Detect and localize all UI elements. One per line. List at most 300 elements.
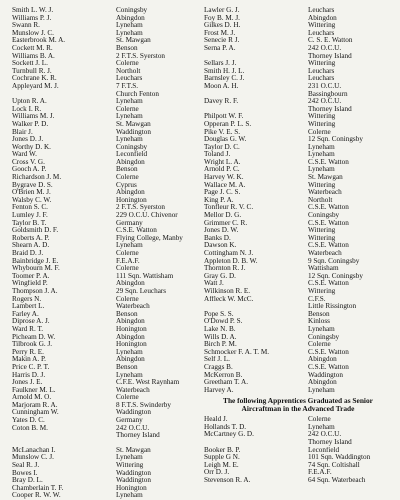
- person-name: Cross V. G.: [12, 158, 45, 166]
- list-row: [204, 447, 398, 455]
- person-name: Grimmer C. R.: [204, 219, 248, 227]
- person-name: Braid D. J.: [12, 250, 44, 257]
- person-name: Worthy D. K.: [12, 143, 51, 151]
- posting-station: Benson: [308, 310, 330, 318]
- list-row: [12, 288, 198, 296]
- posting-station: Thorney Island: [308, 105, 352, 113]
- list-row: [204, 311, 398, 319]
- posting-station: Waterbeach: [116, 386, 150, 394]
- posting-station: Thorney Island: [308, 439, 352, 447]
- list-row: [12, 212, 198, 220]
- list-row: [12, 303, 198, 311]
- posting-station: Leuchars: [116, 75, 143, 83]
- person-name: Booker B. P.: [204, 446, 241, 454]
- list-row: [12, 220, 198, 228]
- posting-station: Abingdon: [308, 379, 337, 387]
- posting-station: Abingdon: [116, 318, 145, 326]
- posting-station: Lyneham: [116, 113, 143, 121]
- posting-station: Colerne: [308, 128, 331, 136]
- person-name: Watt J.: [204, 280, 224, 288]
- posting-station: Flying College, Manby: [116, 234, 183, 242]
- list-row: [204, 113, 398, 121]
- list-row: [204, 204, 398, 212]
- posting-station: 242 O.C.U.: [308, 431, 342, 439]
- posting-station: C.S.E. Watton: [308, 363, 349, 371]
- list-row: [204, 387, 398, 395]
- posting-station: Colerne: [308, 416, 331, 424]
- posting-station: C.S.E. Watton: [308, 219, 349, 227]
- person-name: Shearn A. D.: [12, 242, 50, 250]
- posting-station: Abingdon: [116, 158, 145, 166]
- posting-station: Abingdon: [116, 14, 145, 22]
- posting-station: 242 O.C.U.: [308, 98, 342, 106]
- posting-station: Lyneham: [308, 386, 335, 394]
- posting-station: Abingdon: [308, 356, 337, 364]
- list-row: [204, 159, 398, 167]
- person-name: Harris D. J.: [12, 371, 46, 379]
- posting-station: C.S.E. Watton: [308, 242, 349, 250]
- right-list-block1: [204, 7, 398, 394]
- posting-station: Waterbeach: [116, 303, 150, 311]
- posting-station: Lyneham: [116, 136, 143, 144]
- left-list-block1: [12, 7, 198, 440]
- list-row: [204, 356, 398, 364]
- person-name: Opperan P. L. S.: [204, 120, 252, 128]
- person-name: Williams M. J.: [12, 113, 55, 121]
- list-row: [12, 372, 198, 380]
- list-row: [12, 250, 198, 258]
- person-name: Williams B. A.: [12, 52, 55, 60]
- person-name: Jones J. E.: [12, 379, 43, 387]
- person-name: Williams P. J.: [12, 14, 52, 22]
- list-row: [12, 296, 198, 304]
- list-row: [12, 417, 198, 425]
- person-name: Lock I. R.: [12, 105, 42, 113]
- right-column: [204, 7, 398, 485]
- list-row: [12, 349, 198, 357]
- list-row: [12, 60, 198, 68]
- list-row: [204, 326, 398, 334]
- person-name: Farley A.: [12, 310, 39, 318]
- posting-station: 111 Sqn. Wattisham: [116, 272, 174, 280]
- list-row: [204, 372, 398, 380]
- list-row: [12, 341, 198, 349]
- person-name: Picheam D. W.: [12, 333, 56, 341]
- person-name: Lumley J. F.: [12, 212, 48, 220]
- person-name: Easterbrook M. A.: [12, 37, 66, 45]
- person-name: Bainbridge J. E.: [12, 257, 59, 265]
- list-row: [204, 83, 398, 91]
- list-row: [204, 189, 398, 197]
- person-name: Rogers N.: [12, 295, 42, 303]
- posting-station: Honington: [116, 196, 147, 204]
- person-name: Foy B. M. J.: [204, 14, 240, 22]
- list-row: [204, 220, 398, 228]
- person-name: Wright L. A.: [204, 158, 241, 166]
- list-row: [204, 273, 398, 281]
- list-row: [12, 45, 198, 53]
- list-row: [12, 280, 198, 288]
- posting-station: C.S.E. Watton: [308, 280, 349, 288]
- list-row: [204, 349, 398, 357]
- posting-station: Abingdon: [116, 189, 145, 197]
- posting-station: Benson: [116, 166, 138, 174]
- person-name: Harvey A.: [204, 386, 234, 394]
- list-row: [204, 439, 398, 447]
- posting-station: C.S.E. Watton: [116, 227, 157, 235]
- list-row: [12, 136, 198, 144]
- posting-station: Benson: [116, 44, 138, 52]
- person-name: Lake N. B.: [204, 325, 236, 333]
- person-name: Wallace M. A.: [204, 181, 246, 189]
- person-name: Toomer P. A.: [12, 272, 50, 280]
- list-row: [204, 166, 398, 174]
- posting-station: 2 F.T.S. Syerston: [116, 52, 166, 60]
- posting-station: Germany: [116, 417, 143, 425]
- list-row: [204, 258, 398, 266]
- person-name: Tilbrook G. J.: [12, 341, 53, 349]
- person-name: Ward W.: [12, 151, 37, 159]
- list-row: [12, 387, 198, 395]
- posting-station: St. Mawgan: [308, 174, 343, 182]
- person-name: Douglas G. W.: [204, 136, 247, 144]
- posting-station: C.S.E. Watton: [308, 204, 349, 212]
- posting-station: Colerne: [116, 105, 139, 113]
- list-row: [204, 250, 398, 258]
- list-row: [12, 144, 198, 152]
- list-row: [204, 144, 398, 152]
- list-row: [204, 462, 398, 470]
- person-name: Taylor D. C.: [204, 143, 240, 151]
- posting-station: Colerne: [116, 250, 139, 257]
- posting-station: St. Mawgan: [116, 120, 151, 128]
- person-name: Sockett J. L.: [12, 60, 48, 68]
- posting-station: Bassingbourn: [308, 90, 348, 98]
- list-row: [12, 37, 198, 45]
- list-row: [12, 311, 198, 319]
- list-row: [12, 197, 198, 205]
- list-row: [204, 45, 398, 53]
- list-row: [204, 37, 398, 45]
- list-row: [204, 121, 398, 129]
- person-name: [204, 91, 308, 99]
- posting-station: Waterbeach: [308, 250, 342, 257]
- posting-station: 2 F.T.S. Syerston: [116, 204, 166, 212]
- person-name: Senecie R J.: [204, 37, 240, 45]
- left-column: [12, 7, 198, 500]
- posting-station: 242 O.C.U.: [116, 424, 150, 432]
- list-row: [12, 454, 198, 462]
- person-name: Smith H. J. L.: [204, 67, 245, 75]
- list-row: [12, 409, 198, 417]
- posting-station: Wittering: [308, 181, 336, 189]
- list-row: [204, 98, 398, 106]
- posting-station: Thorney Island: [116, 432, 160, 440]
- person-name: Toland J.: [204, 151, 231, 159]
- list-row: [12, 75, 198, 83]
- posting-station: 74 Sqn. Coltishall: [308, 461, 360, 469]
- posting-station: Waddington: [116, 469, 151, 477]
- list-row: [12, 477, 198, 485]
- list-row: [204, 454, 398, 462]
- posting-station: Thorney Island: [308, 52, 352, 60]
- person-name: Craggs B.: [204, 363, 233, 371]
- posting-station: Lyneham: [116, 242, 143, 250]
- posting-station: Leuchars: [308, 75, 335, 83]
- posting-station: Wittering: [308, 60, 336, 68]
- list-row: [204, 182, 398, 190]
- list-row: [12, 470, 198, 478]
- posting-station: Northolt: [308, 196, 333, 204]
- list-row: [12, 151, 198, 159]
- posting-station: 101 Sqn. Waddington: [308, 454, 371, 462]
- person-name: Yates D. C.: [12, 417, 45, 425]
- list-row: [204, 242, 398, 250]
- posting-station: 12 Sqn. Coningsby: [308, 272, 363, 280]
- person-name: Bray D. L.: [12, 477, 43, 485]
- person-name: McKerron B.: [204, 371, 243, 379]
- person-name: Cooper R. W. W.: [12, 492, 61, 500]
- posting-station: Lyneham: [116, 492, 143, 500]
- person-name: Orr D. J.: [204, 469, 230, 477]
- person-name: McCartney G. D.: [204, 431, 254, 439]
- person-name: Wills D. A.: [204, 333, 237, 341]
- list-row: [204, 129, 398, 137]
- person-name: Lambert L.: [12, 303, 45, 311]
- list-row: [204, 91, 398, 99]
- posting-station: Waterbeach: [308, 189, 342, 197]
- list-row: [12, 15, 198, 23]
- posting-station: Wattisham: [308, 265, 339, 273]
- posting-station: Wittering: [116, 462, 144, 470]
- posting-station: Leuchars: [308, 7, 335, 14]
- list-row: [12, 318, 198, 326]
- posting-station: Abingdon: [116, 280, 145, 288]
- posting-station: Lyneham: [116, 29, 143, 37]
- person-name: Gooch A. P.: [12, 166, 47, 174]
- person-name: Fenton S. C.: [12, 204, 48, 212]
- person-name: Perry R. E.: [12, 348, 44, 356]
- list-row: [12, 30, 198, 38]
- list-row: [204, 303, 398, 311]
- left-gap: [12, 440, 198, 447]
- list-row: [204, 469, 398, 477]
- person-name: Appleton D. B. W.: [204, 257, 258, 265]
- posting-station: Honington: [116, 341, 147, 349]
- posting-station: Honington: [116, 484, 147, 492]
- posting-station: Lyneham: [116, 454, 143, 462]
- list-row: [204, 106, 398, 114]
- list-row: [204, 212, 398, 220]
- posting-station: C.S.E. Watton: [308, 348, 349, 356]
- posting-station: Lyneham: [308, 423, 335, 431]
- list-row: [12, 394, 198, 402]
- list-row: [12, 265, 198, 273]
- list-row: [204, 136, 398, 144]
- list-row: [204, 431, 398, 439]
- posting-station: St. Mawgan: [116, 446, 151, 454]
- person-name: Ward R. T.: [12, 325, 44, 333]
- posting-station: Northolt: [116, 67, 141, 75]
- list-row: [12, 53, 198, 61]
- person-name: Cunningham W.: [12, 409, 59, 417]
- posting-station: Coningsby: [116, 143, 148, 151]
- person-name: Jones D. W.: [204, 227, 239, 235]
- posting-station: Coningsby: [116, 7, 148, 14]
- person-name: [204, 439, 308, 447]
- posting-station: Waddington: [116, 409, 151, 417]
- posting-station: F.E.A.F.: [308, 469, 332, 477]
- posting-station: 29 Sqn. Leuchars: [116, 287, 167, 295]
- person-name: Moon A. H.: [204, 82, 239, 90]
- posting-station: Abingdon: [308, 14, 337, 22]
- person-name: Appleyard M. J.: [12, 82, 59, 90]
- posting-station: Benson: [116, 363, 138, 371]
- posting-station: C.F.E. West Raynham: [116, 379, 180, 387]
- person-name: Taylor B. T.: [12, 219, 47, 227]
- person-name: Bowes I.: [12, 469, 38, 477]
- person-name: Sellars J. J.: [204, 60, 237, 68]
- posting-station: Wittering: [308, 113, 336, 121]
- posting-station: Wittering: [308, 287, 336, 295]
- list-row: [204, 296, 398, 304]
- posting-station: Cyprus: [116, 181, 137, 189]
- person-name: Frost M. J.: [204, 29, 236, 37]
- person-name: Gilkes D. H.: [204, 22, 241, 30]
- posting-station: Leuchars: [308, 67, 335, 75]
- posting-station: Wittering: [308, 234, 336, 242]
- posting-station: Lyneham: [308, 325, 335, 333]
- person-name: Jones D. J.: [12, 136, 44, 144]
- list-row: [204, 416, 398, 424]
- person-name: Seal R. J.: [12, 462, 40, 470]
- posting-station: Lyneham: [116, 371, 143, 379]
- posting-station: Waddington: [116, 128, 151, 136]
- person-name: Munslow J. C.: [12, 29, 54, 37]
- list-row: [12, 485, 198, 493]
- person-name: King P. A.: [204, 196, 234, 204]
- list-row: [12, 7, 198, 15]
- list-row: [204, 22, 398, 30]
- posting-station: 7 F.T.S.: [116, 82, 139, 90]
- person-name: O'Dowd P. S.: [204, 318, 243, 326]
- person-name: Arnold P. C.: [204, 166, 240, 174]
- posting-station: F.E.A.F.: [116, 257, 140, 265]
- posting-station: Lyneham: [308, 166, 335, 174]
- posting-station: Germany: [116, 219, 143, 227]
- person-name: [204, 106, 308, 114]
- list-row: [204, 151, 398, 159]
- list-row: [204, 53, 398, 61]
- person-name: Banks D.: [204, 234, 231, 242]
- person-name: [12, 91, 116, 99]
- list-row: [12, 258, 198, 266]
- person-name: Chamberlain T. F.: [12, 484, 64, 492]
- posting-station: Waddington: [116, 477, 151, 485]
- posting-station: Coningsby: [308, 333, 340, 341]
- person-name: Richardson J. M.: [12, 174, 62, 182]
- posting-station: St. Mawgan: [116, 37, 151, 45]
- posting-station: 8 F.T.S. Swinderby: [116, 401, 171, 409]
- person-name: Lawler G. J.: [204, 7, 240, 14]
- list-row: [12, 326, 198, 334]
- posting-station: C.F.S.: [308, 295, 326, 303]
- posting-station: Lyneham: [116, 22, 143, 30]
- posting-station: C. S. E. Watton: [308, 37, 353, 45]
- list-row: [204, 424, 398, 432]
- person-name: McLanachan I.: [12, 446, 56, 454]
- posting-station: Church Fenton: [116, 90, 159, 98]
- posting-station: Wittering: [308, 227, 336, 235]
- person-name: Serna P. A.: [204, 44, 236, 52]
- posting-station: Lyneham: [116, 348, 143, 356]
- person-name: Heald J.: [204, 416, 228, 424]
- list-row: [12, 166, 198, 174]
- list-row: [12, 447, 198, 455]
- posting-station: Benson: [116, 310, 138, 318]
- posting-station: Lyneham: [116, 98, 143, 106]
- posting-station: Honington: [116, 325, 147, 333]
- list-row: [12, 189, 198, 197]
- person-name: Upton R. A.: [12, 98, 47, 106]
- list-row: [12, 402, 198, 410]
- list-row: [12, 356, 198, 364]
- person-name: [204, 53, 308, 61]
- list-row: [12, 334, 198, 342]
- list-row: [204, 15, 398, 23]
- person-name: Roberts A. P.: [12, 234, 50, 242]
- list-row: [12, 364, 198, 372]
- posting-station: Leconfield: [116, 151, 148, 159]
- person-name: Affleck W. McC.: [204, 295, 254, 303]
- list-row: [12, 273, 198, 281]
- posting-station: Colerne: [116, 265, 139, 273]
- person-name: Thompson J. A.: [12, 287, 58, 295]
- posting-station: Waddington: [308, 371, 343, 379]
- person-name: Arnold M. O.: [12, 394, 52, 402]
- person-name: Davey R. F.: [204, 98, 239, 106]
- person-name: Mellor D. G.: [204, 212, 242, 220]
- list-row: [204, 68, 398, 76]
- list-row: [12, 98, 198, 106]
- person-name: Diprose A. J.: [12, 318, 50, 326]
- list-row: [204, 379, 398, 387]
- posting-station: Colerne: [116, 394, 139, 402]
- posting-station: Little Rissington: [308, 303, 357, 311]
- posting-station: Colerne: [116, 174, 139, 182]
- person-name: Schmocker F. A. T. M.: [204, 348, 270, 356]
- list-row: [12, 492, 198, 500]
- person-name: Makin A. P.: [12, 356, 46, 364]
- posting-station: Lyneham: [308, 143, 335, 151]
- person-name: Walker P. D.: [12, 120, 49, 128]
- list-row: [204, 227, 398, 235]
- person-name: Greetham T. A.: [204, 379, 249, 387]
- list-row: [204, 364, 398, 372]
- list-row: [12, 242, 198, 250]
- person-name: Tonfleur R. V. C.: [204, 204, 254, 212]
- person-name: [204, 303, 308, 311]
- person-name: Philpott W. F.: [204, 113, 244, 121]
- person-name: Wilkinson R. E.: [204, 287, 251, 295]
- person-name: Turnbull R. J.: [12, 67, 52, 75]
- posting-station: Lyneham: [308, 151, 335, 159]
- person-name: Harvey W. K.: [204, 174, 244, 182]
- list-row: [12, 432, 198, 440]
- person-name: Goldsmith D. F.: [12, 227, 59, 235]
- person-name: Whybourn M. F.: [12, 265, 60, 273]
- person-name: Page J. C. S.: [204, 189, 241, 197]
